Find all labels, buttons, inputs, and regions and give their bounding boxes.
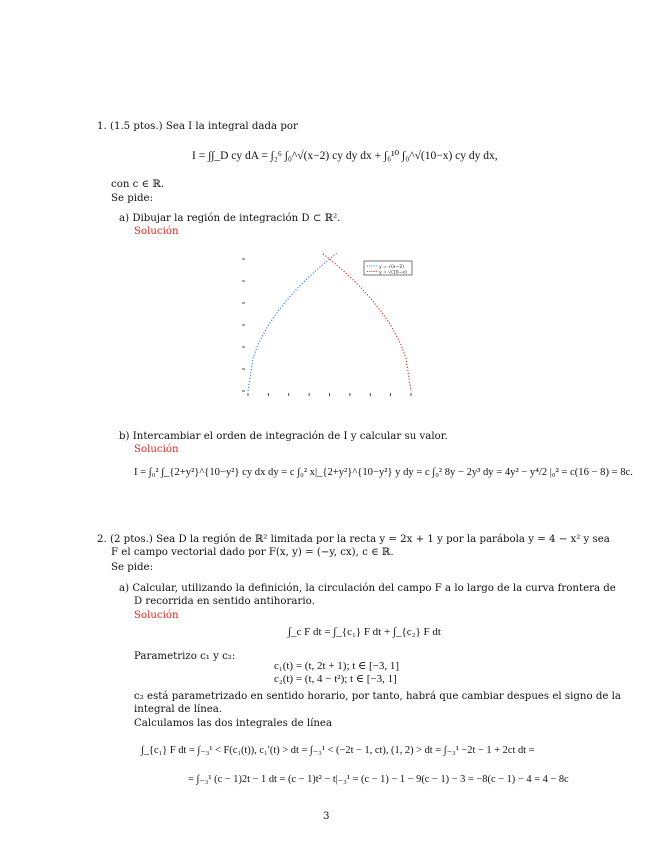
problem1-header bbox=[97, 120, 298, 133]
p2-part-a-label: a) bbox=[119, 583, 130, 594]
p2-part-a-text-line2: D recorrida en sentido antihorario. bbox=[134, 596, 315, 607]
problem1-se-pide: Se pide: bbox=[111, 193, 154, 204]
legend-label-2: y = √(10−x) bbox=[379, 270, 407, 276]
calc-line-1: ∫_{c₁} F dt = ∫₋₃¹ < F(c₁(t)), c₁′(t) > dt = ∫₋₃¹ < (−2t − 1, ct), (1, 2) > dt = ∫₋₃¹ −2t − 1 + 2ct dt = bbox=[141, 745, 535, 756]
line-integrals-intro: Calculamos las dos integrales de línea bbox=[134, 718, 333, 729]
problem2-statement-line1: Sea D la región de ℝ² limitada por la recta y = 2x + 1 y por la parábola y = 4 − x² y sea bbox=[156, 534, 610, 545]
part-a-label: a) bbox=[119, 213, 130, 224]
legend-label-1: y = √(x−2) bbox=[379, 264, 404, 270]
page-number: 3 bbox=[323, 811, 330, 822]
part-b-result: I = ∫₀² ∫_{2+y²}^{10−y²} cy dx dy = c ∫₀² x|_{2+y²}^{10−y²} y dy = c ∫₀² 8y − 2y³ dy = 4y² − y⁴/2 |₀² = c(16 − 8) = 8c. bbox=[134, 467, 633, 478]
problem1-condition: con c ∈ ℝ. bbox=[111, 179, 165, 190]
orientation-line1: c₂ está parametrizado en sentido horario, por tanto, habrá que cambiar despues el signo de la bbox=[134, 691, 621, 702]
part-b-solution-label: Solución bbox=[134, 444, 179, 455]
problem2-header bbox=[97, 533, 610, 546]
problem1-integral: I = ∫∫_D cy dA = ∫₂⁶ ∫₀^√(x−2) cy dy dx + ∫₆¹⁰ ∫₀^√(10−x) cy dy dx, bbox=[192, 150, 498, 162]
problem2-statement-line2: F el campo vectorial dado por F(x, y) = (−y, cx), c ∈ ℝ. bbox=[111, 547, 394, 558]
problem1-points: (1.5 ptos.) bbox=[109, 121, 163, 132]
problem2-part-a bbox=[119, 582, 616, 595]
orientation-line2: integral de línea. bbox=[134, 704, 223, 715]
calc-line-2: = ∫₋₃¹ (c − 1)2t − 1 dt = (c − 1)t² − t|₋₃¹ = (c − 1) − 1 − 9(c − 1) − 3 = −8(c − 1) − 4 = 4 − 8c bbox=[188, 774, 569, 785]
plot-legend bbox=[364, 261, 412, 275]
part-b-label: b) bbox=[119, 431, 130, 442]
split-integral: ∫_c F dt = ∫_{c₁} F dt + ∫_{c₂} F dt bbox=[288, 626, 441, 638]
problem2-number: 2. bbox=[97, 534, 107, 545]
part-a-text: Dibujar la región de integración D ⊂ ℝ². bbox=[132, 213, 341, 224]
problem1-part-b bbox=[119, 430, 448, 443]
region-plot bbox=[236, 253, 421, 398]
p2-part-a-text-line1: Calcular, utilizando la definición, la circulación del campo F a lo largo de la curva frontera de bbox=[132, 583, 616, 594]
part-a-solution-label: Solución bbox=[134, 226, 179, 237]
problem1-statement: Sea I la integral dada por bbox=[165, 121, 298, 132]
param-c1: c₁(t) = (t, 2t + 1); t ∈ [−3, 1] bbox=[274, 660, 399, 672]
param-c2: c₂(t) = (t, 4 − t²); t ∈ [−3, 1] bbox=[274, 673, 397, 685]
p2-part-a-solution-label: Solución bbox=[134, 610, 179, 621]
problem2-points: (2 ptos.) bbox=[109, 534, 153, 545]
problem2-se-pide: Se pide: bbox=[111, 562, 154, 573]
problem1-number: 1. bbox=[97, 121, 107, 132]
part-b-text: Intercambiar el orden de integración de I y calcular su valor. bbox=[132, 431, 448, 442]
problem1-part-a bbox=[119, 212, 340, 225]
param-intro: Parametrizo c₁ y c₂: bbox=[134, 651, 236, 662]
